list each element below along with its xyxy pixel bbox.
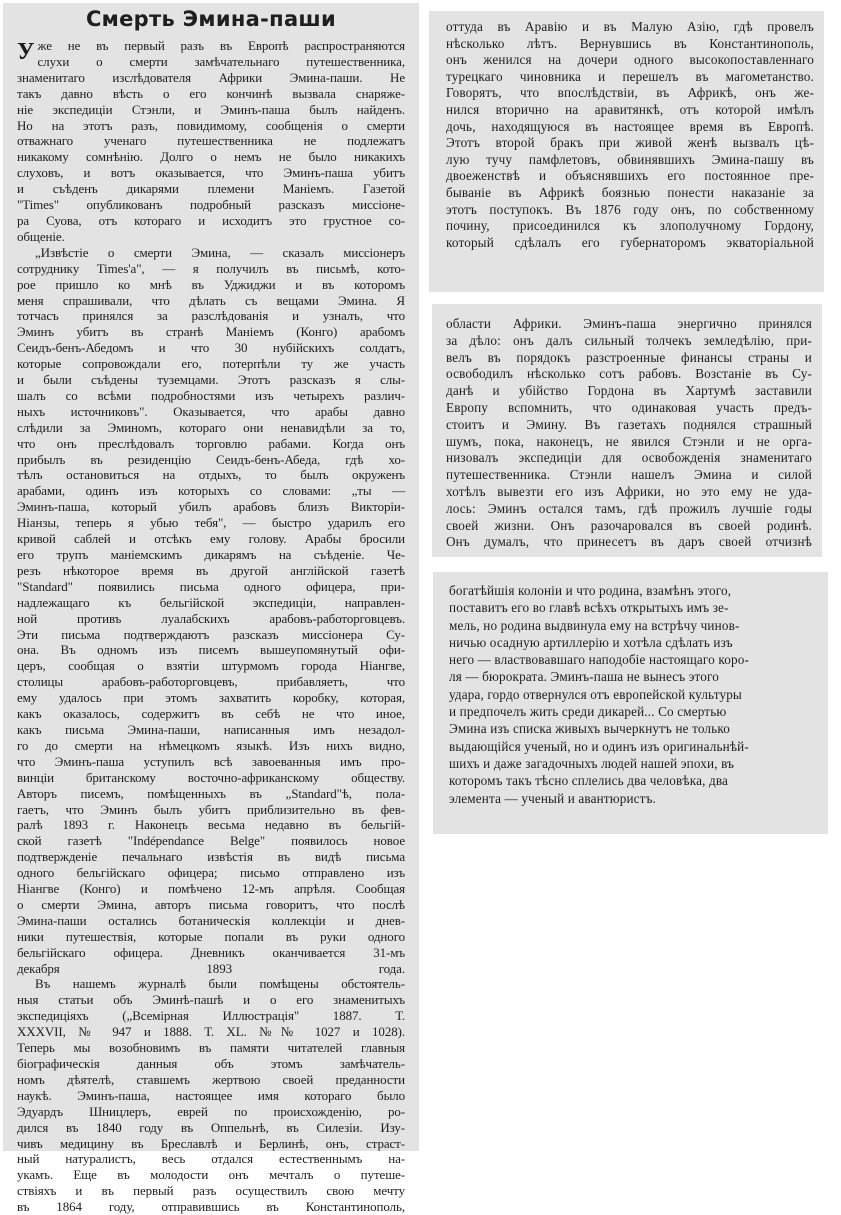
main-article-column bbox=[3, 3, 419, 1215]
continuation-clipping-1 bbox=[429, 11, 824, 292]
clipping-2-text: области Африки. Эминъ-паша энергично принялся за дѣло: онъ далъ сильный толчекъ земледѣлію, при- велъ въ порядокъ разстроенные финансы страны и освободилъ нѣсколько сотъ рабовъ. Возстаніе въ Су- данѣ и убійство Гордона въ Хартумѣ заставили Европу вспомнить, что одинаковая участь предъ- стоитъ и Эмину. Въ газетахъ поднялся страшный шумъ, пока, наконецъ, не явился Стэнли и не орга- низовалъ экспедиціи для освобожденія знаменитаго путешественника. Стэнли нашелъ Эмина и силой хотѣлъ вывезти его изъ Африки, но это ему не уда- лось: Эминъ остался тамъ, гдѣ прожилъ лучшіе годы своей жизни. Онъ разочаровался въ своей родинѣ. Онъ думалъ, что принесетъ въ даръ своей отчизнѣ bbox=[446, 316, 812, 550]
paragraph-1-text: же не въ первый разъ въ Европѣ распространяются слухи о смерти замѣчательнаго путешественника, знаменитаго изслѣдователя Африки Эмина-паши. Не такъ давно вѣсть о его кончинѣ вызвала снаряже- ніе экспедиціи Стэнли, и Эминъ-паша былъ найденъ. Но на этотъ разъ, повидимому, сообщенія о смерти отважнаго ученаго путешественника не подлежатъ никакому сомнѣнію. Долго о немъ не было никакихъ слуховъ, и вотъ оказывается, что Эминъ-паша убитъ и съѣденъ дикарями племени Маніемъ. Газетой "Times" опубликованъ подробный разсказъ миссіоне- ра Суова, отъ котораго и исходитъ это грустное со- общеніе. bbox=[17, 38, 405, 244]
continuation-clipping-2 bbox=[432, 304, 822, 557]
article-paragraph-1 bbox=[17, 38, 405, 245]
article-paragraph-3: Въ нашемъ журналѣ были помѣщены обстоятель- ныя статьи объ Эминѣ-пашѣ и о его знаменитыхъ экспедиціяхъ („Всемірная Иллюстрація" 1887. Т. XXXVII, № 947 и 1888. Т. XL. №№ 1027 и 1028). Теперь мы возобновимъ въ памяти читателей главныя біографическія данныя объ этомъ замѣчатель- номъ дѣятелѣ, ставшемъ жертвою своей преданности наукѣ. Эминъ-паша, настоящее имя котораго было Эдуардъ Шницлеръ, еврей по происхожденію, ро- дился въ 1840 году въ Оппельнѣ, въ Силезіи. Изу- чивъ медицину въ Бреславлѣ и Берлинѣ, онъ, страст- ный натуралистъ, весь отдался естественнымъ на- укамъ. Еще въ молодости онъ мечталъ о путеше- ствіяхъ и въ первый разъ осуществилъ свою мечту въ 1864 году, отправившись въ Константинополь, bbox=[17, 976, 405, 1215]
article-paragraph-2: „Извѣстіе о смерти Эмина, — сказалъ миссіонеръ сотруднику Times'а", — я получилъ въ письмѣ, кото- рое пришло ко мнѣ въ Уджиджи и въ которомъ меня спрашивали, что дѣлать съ вещами Эмина. Я тотчасъ принялся за разслѣдованія и узналъ, что Эминъ убитъ въ странѣ Маніемъ (Конго) арабомъ Сеидъ-бенъ-Абедомъ и что 30 нубійскихъ солдатъ, которые сопровождали его, потерпѣли ту же участь и были съѣдены туземцами. Этотъ разсказъ я слы- шалъ со всѣми подробностями изъ четырехъ различ- ныхъ источниковъ". Оказывается, что арабы давно слѣдили за Эминомъ, котораго они ненавидѣли за то, что онъ преслѣдовалъ торговлю рабами. Когда онъ прибылъ въ резиденцію Сеидъ-бенъ-Абеда, гдѣ хо- тѣлъ остановиться на отдыхъ, то былъ окруженъ арабами, одинъ изъ которыхъ со словами: „ты — Эминъ-паша, который убилъ арабовъ близъ Викторіи- Ніанзы, теперь я убью тебя", — быстро ударилъ его кривой саблей и отсѣкъ ему голову. Арабы бросили его трупъ маніемскимъ дикарямъ на съѣденіе. Че- резъ нѣкоторое время въ другой англійской газетѣ "Standard" появились письма одного офицера, при- надлежащаго къ бельгійской экспедиціи, направлен- ной противъ луалабскихъ арабовъ-работорговцевъ. Эти письма подтверждаютъ разсказъ миссіонера Су- она. Въ одномъ изъ писемъ вышеупомянутый офи- церъ, сообщая о взятіи штурмомъ города Ніангве, столицы арабовъ-работорговцевъ, прибавляетъ, что ему удалось при этомъ захватить коробку, которая, какъ оказалось, содержитъ въ себѣ не что иное, какъ письма Эмина-паши, написанныя имъ незадол- го до смерти на нѣмецкомъ языкѣ. Изъ нихъ видно, что Эминъ-паша уступилъ всѣ завоеванныя имъ про- винціи британскому восточно-африканскому обществу. Авторъ писемъ, помѣщенныхъ въ „Standard"ѣ, пола- гаетъ, что Эминъ былъ убитъ приблизительно въ фев- ралѣ 1893 г. Наконецъ весьма недавно въ бельгій- ской газетѣ "Indépendance Belge" появилось новое подтвержденіе печальнаго извѣстія въ видѣ письма одного бельгійскаго офицера; письмо отправлено изъ Ніангве (Конго) и помѣчено 12-мъ апрѣля. Сообщая о смерти Эмина, авторъ письма говоритъ, что послѣ Эмина-паши остались ботаническія коллекціи и днев- ники путешествія, которые попали въ руки одного бельгійскаго офицера. Дневникъ оканчивается 31-мъ декабря 1893 года. bbox=[17, 244, 405, 976]
article-title: Смерть Эмина-паши bbox=[85, 7, 337, 31]
clipping-3-text: богатѣйшія колоніи и что родина, взамѣнъ этого, поставитъ его во главѣ всѣхъ открытыхъ имъ зе- мель, но родина выдвинула ему на встрѣчу чинов- ничью осадную артиллерію и хотѣла сдѣлать изъ него — властвовавшаго наподобіе настоящаго коро- ля — бюрократа. Эминъ-паша не вынесъ этого удара, гордо отвернулся отъ европейской культуры и предпочелъ жить среди дикарей... Со смертью Эмина изъ списка живыхъ вычеркнутъ не только выдающійся ученый, но и одинъ изъ оригинальнѣй- шихъ и даже загадочныхъ людей нашей эпохи, въ которомъ такъ тѣсно сплелись два человѣка, два элемента — ученый и авантюристъ. bbox=[449, 583, 749, 806]
clipping-1-text: оттуда въ Аравію и въ Малую Азію, гдѣ провелъ нѣсколько лѣтъ. Вернувшись въ Константинополь, онъ женился на дочери одного высокопоставленнаго турецкаго чиновника и перешелъ въ магометанство. Говорятъ, что впослѣдствіи, въ Африкѣ, онъ же- нился вторично на аравитянкѣ, отъ которой имѣлъ дочь, находящуюся въ настоящее время въ Европѣ. Этотъ второй бракъ при живой женѣ вызвалъ цѣ- лую тучу памфлетовъ, обвинявшихъ Эмина-пашу въ двоеженствѣ и объяснявшихъ его постоянное пре- бываніе въ Африкѣ боязнью понести наказаніе за этотъ поступокъ. Въ 1876 году онъ, по собственному почину, присоединился къ злополучному Гордону, который сдѣлалъ его губернаторомъ экваторіальной bbox=[446, 19, 814, 250]
continuation-clipping-3 bbox=[433, 572, 828, 834]
drop-cap: У bbox=[17, 39, 35, 65]
